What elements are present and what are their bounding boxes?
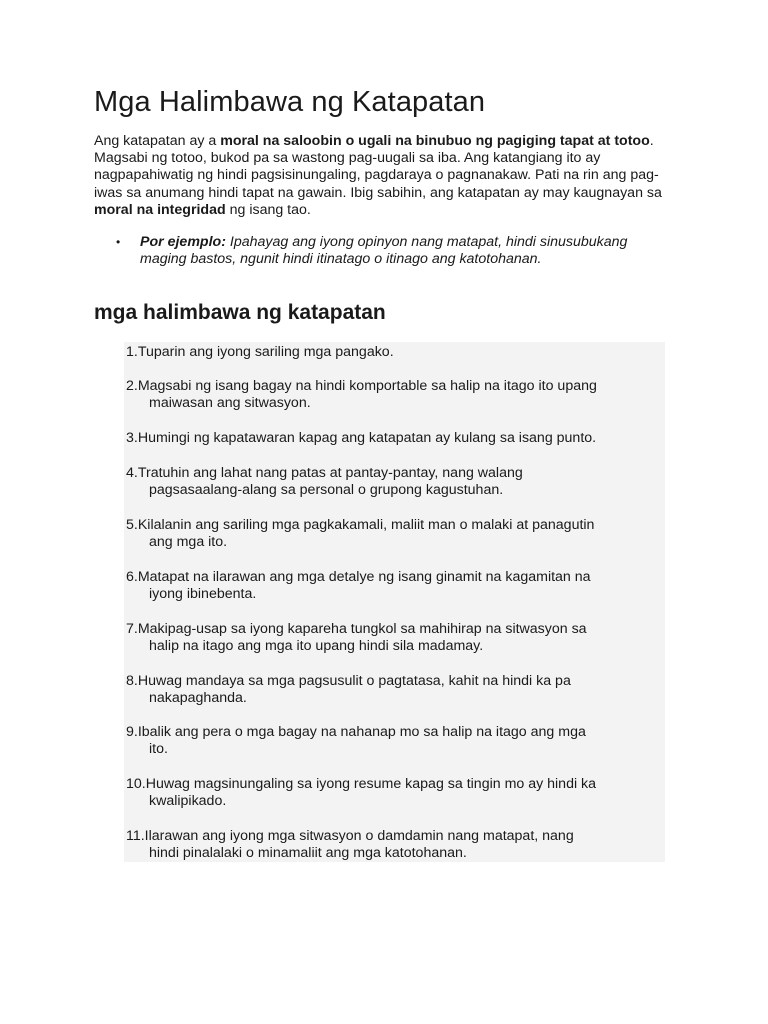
list-item-line-2: iyong ibinebenta. [149, 586, 257, 603]
page-title: Mga Halimbawa ng Katapatan [94, 86, 486, 118]
list-item-line-1: 11.Ilarawan ang iyong mga sitwasyon o damdamin nang matapat, nang [126, 828, 574, 844]
list-item-line-2: maiwasan ang sitwasyon. [149, 395, 311, 412]
list-item [126, 465, 661, 499]
example-body [140, 234, 640, 268]
intro-bold-1: moral na saloobin o ugali na binubuo ng pagiging tapat at totoo [220, 133, 650, 149]
list-item-line-1: 8.Huwag mandaya sa mga pagsusulit o pagtatasa, kahit na hindi ka pa [126, 673, 571, 689]
list-item [126, 673, 661, 707]
bullet-icon: • [116, 235, 121, 249]
list-item [126, 517, 661, 551]
list-item-line-2: nakapaghanda. [149, 690, 247, 707]
list-item-line-1: 9.Ibalik ang pera o mga bagay na nahanap mo sa halip na itago ang mga [126, 724, 586, 740]
section-heading: mga halimbawa ng katapatan [94, 301, 386, 324]
list-item [126, 569, 661, 603]
list-item [126, 828, 661, 862]
list-item-line-2: ito. [149, 741, 168, 758]
example-text: Ipahayag ang iyong opinyon nang matapat, hindi sinusubukang maging bastos, ngunit hindi itinatago o itinago ang katotohanan. [140, 234, 628, 268]
example-label: Por ejemplo: [140, 234, 226, 250]
list-item-line-2: hindi pinalalaki o minamaliit ang mga katotohanan. [149, 845, 467, 862]
list-item [126, 344, 661, 361]
list-item-line-1: 10.Huwag magsinungaling sa iyong resume kapag sa tingin mo ay hindi ka [126, 776, 597, 792]
list-item-line-1: 4.Tratuhin ang lahat nang patas at pantay-pantay, nang walang [126, 465, 523, 481]
list-item [126, 621, 661, 655]
examples-list [124, 342, 665, 862]
list-item-line-2: kwalipikado. [149, 793, 227, 810]
list-item-line-1: 6.Matapat na ilarawan ang mga detalye ng isang ginamit na kagamitan na [126, 569, 591, 585]
list-item-line-1: 5.Kilalanin ang sariling mga pagkakamali, maliit man o malaki at panagutin [126, 517, 595, 533]
intro-text-3: ng isang tao. [225, 201, 311, 218]
list-item [126, 378, 661, 412]
list-item-line-2: ang mga ito. [149, 534, 228, 551]
list-item [126, 724, 661, 758]
list-item [126, 430, 661, 447]
list-item [126, 776, 661, 810]
intro-paragraph [94, 133, 679, 219]
list-item-line-1: 3.Humingi ng kapatawaran kapag ang katapatan ay kulang sa isang punto. [126, 430, 597, 446]
intro-text-1: Ang katapatan ay a [94, 133, 221, 149]
list-item-line-1: 1.Tuparin ang iyong sariling mga pangako. [126, 344, 394, 360]
intro-bold-2: moral na integridad [94, 201, 226, 218]
list-item-line-2: pagsasaalang-alang sa personal o grupong kagustuhan. [149, 482, 504, 499]
intro-text-2: . Magsabi ng totoo, bukod pa sa wastong pag-uugali sa iba. Ang katangiang ito ay nagpapahiwatig ng hindi pagsisinungaling, pagdaraya o pagnanakaw. Pati na rin ang pag-iwas sa anumang hindi tapat na gawain. Ibig sabihin, ang katapatan ay may kaugnayan sa [94, 133, 662, 201]
list-item-line-1: 7.Makipag-usap sa iyong kapareha tungkol sa mahihirap na sitwasyon sa [126, 621, 587, 637]
list-item-line-1: 2.Magsabi ng isang bagay na hindi komportable sa halip na itago ito upang [126, 378, 597, 394]
list-item-line-2: halip na itago ang mga ito upang hindi sila madamay. [149, 638, 484, 655]
